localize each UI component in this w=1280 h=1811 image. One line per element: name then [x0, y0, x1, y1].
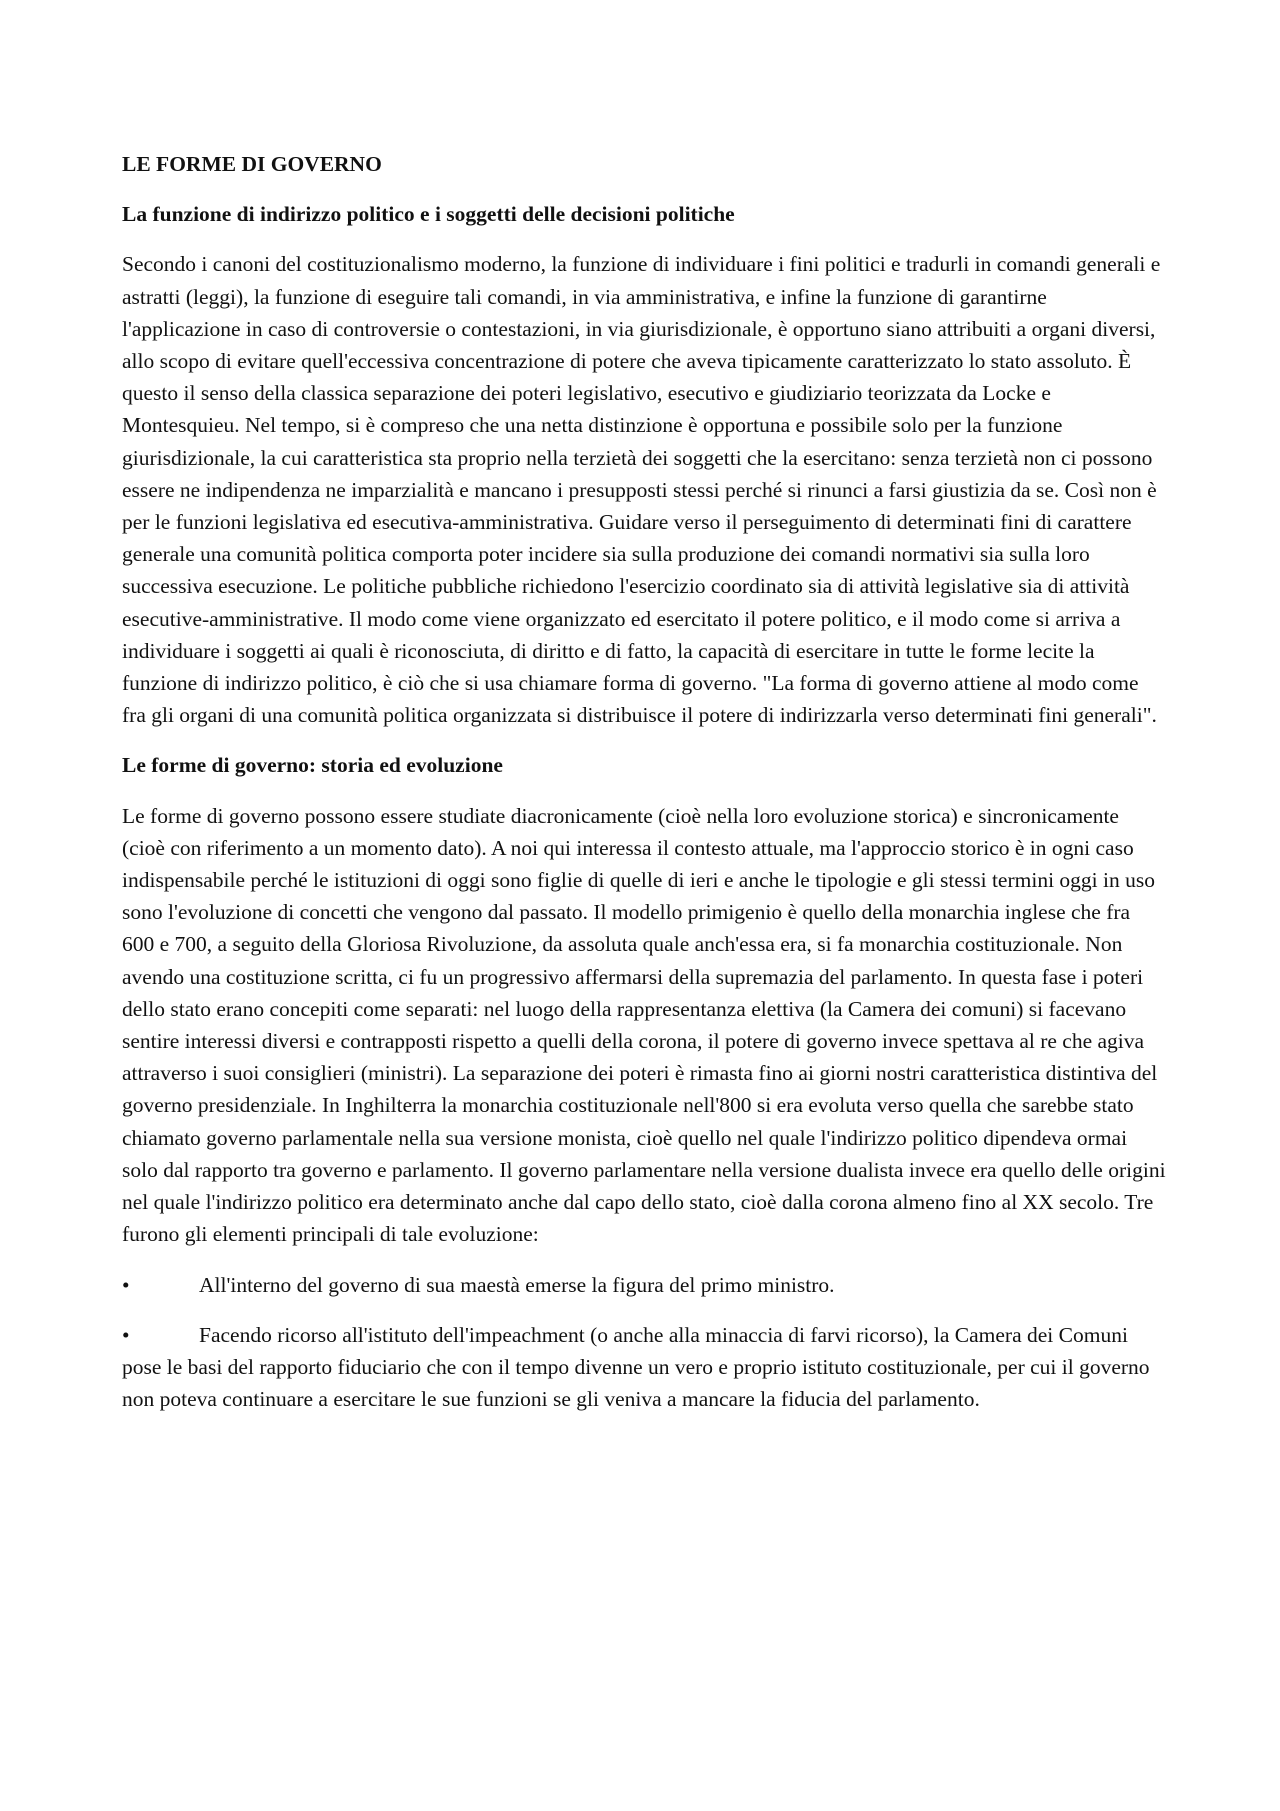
section-paragraph-indirizzo-politico: Secondo i canoni del costituzionalismo moderno, la funzione di individuare i fini politici e tradurli in comandi generali e astratti (leggi), la funzione di eseguire tali comandi, in via amministrativa, e infine la funzione di garantirne l'applicazione in caso di controversie o contestazioni, in via giurisdizionale, è opportuno siano attribuiti a organi diversi, allo scopo di evitare quell'eccessiva concentrazione di potere che aveva tipicamente caratterizzato lo stato assoluto. È questo il senso della classica separazione dei poteri legislativo, esecutivo e giudiziario teorizzata da Locke e Montesquieu. Nel tempo, si è compreso che una netta distinzione è opportuna e possibile solo per la funzione giurisdizionale, la cui caratteristica sta proprio nella terzietà dei soggetti che la esercitano: senza terzietà non ci possono essere ne indipendenza ne imparzialità e mancano i presupposti stessi perché si rinunci a farsi giustizia da se. Così non è per le funzioni legislativa ed esecutiva-amministrativa. Guidare verso il perseguimento di determinati fini di carattere generale una comunità politica comporta poter incidere sia sulla produzione dei comandi normativi sia sulla loro successiva esecuzione. Le politiche pubbliche richiedono l'esercizio coordinato sia di attività legislative sia di attività esecutive-amministrative. Il modo come viene organizzato ed esercitato il potere politico, e il modo come si arriva a individuare i soggetti ai quali è riconosciuta, di diritto e di fatto, la capacità di esercitare in tutte le forme lecite la funzione di indirizzo politico, è ciò che si usa chiamare forma di governo. "La forma di governo attiene al modo come fra gli organi di una comunità politica organizzata si distribuisce il potere di indirizzarla verso determinati fini generali".: [122, 252, 1161, 728]
bullet-icon: •: [122, 1322, 130, 1347]
list-item: [122, 1269, 1167, 1301]
document-page: [122, 148, 1167, 1433]
section-heading-indirizzo-politico: La funzione di indirizzo politico e i soggetti delle decisioni politiche: [122, 202, 735, 227]
list-item-text: All'interno del governo di sua maestà emerse la figura del primo ministro.: [199, 1272, 835, 1297]
bullet-icon: •: [122, 1272, 130, 1297]
document-title: LE FORME DI GOVERNO: [122, 152, 382, 176]
section-paragraph-storia-evoluzione: Le forme di governo possono essere studiate diacronicamente (cioè nella loro evoluzione storica) e sincronicamente (cioè con riferimento a un momento dato). A noi qui interessa il contesto attuale, ma l'approccio storico è in ogni caso indispensabile perché le istituzioni di oggi sono figlie di quelle di ieri e anche le tipologie e gli stessi termini oggi in uso sono l'evoluzione di concetti che vengono dal passato. Il modello primigenio è quello della monarchia inglese che fra 600 e 700, a seguito della Gloriosa Rivoluzione, da assoluta quale anch'essa era, si fa monarchia costituzionale. Non avendo una costituzione scritta, ci fu un progressivo affermarsi della supremazia del parlamento. In questa fase i poteri dello stato erano concepiti come separati: nel luogo della rappresentanza elettiva (la Camera dei comuni) si facevano sentire interessi diversi e contrapposti rispetto a quelli della corona, il potere di governo invece spettava al re che agiva attraverso i suoi consiglieri (ministri). La separazione dei poteri è rimasta fino ai giorni nostri caratteristica distintiva del governo presidenziale. In Inghilterra la monarchia costituzionale nell'800 si era evoluta verso quella che sarebbe stato chiamato governo parlamentale nella sua versione monista, cioè quello nel quale l'indirizzo politico dipendeva ormai solo dal rapporto tra governo e parlamento. Il governo parlamentare nella versione dualista invece era quello delle origini nel quale l'indirizzo politico era determinato anche dal capo dello stato, cioè dalla corona almeno fino al XX secolo. Tre furono gli elementi principali di tale evoluzione:: [122, 803, 1166, 1247]
list-item-text: Facendo ricorso all'istituto dell'impeachment (o anche alla minaccia di farvi ricorso), la Camera dei Comuni pose le basi del rapporto fiduciario che con il tempo divenne un vero e proprio istituto costituzionale, per cui il governo non poteva continuare a esercitare le sue funzioni se gli veniva a mancare la fiducia del parlamento.: [122, 1322, 1150, 1412]
list-item: [122, 1319, 1167, 1416]
section-heading-storia-evoluzione: Le forme di governo: storia ed evoluzione: [122, 753, 503, 778]
